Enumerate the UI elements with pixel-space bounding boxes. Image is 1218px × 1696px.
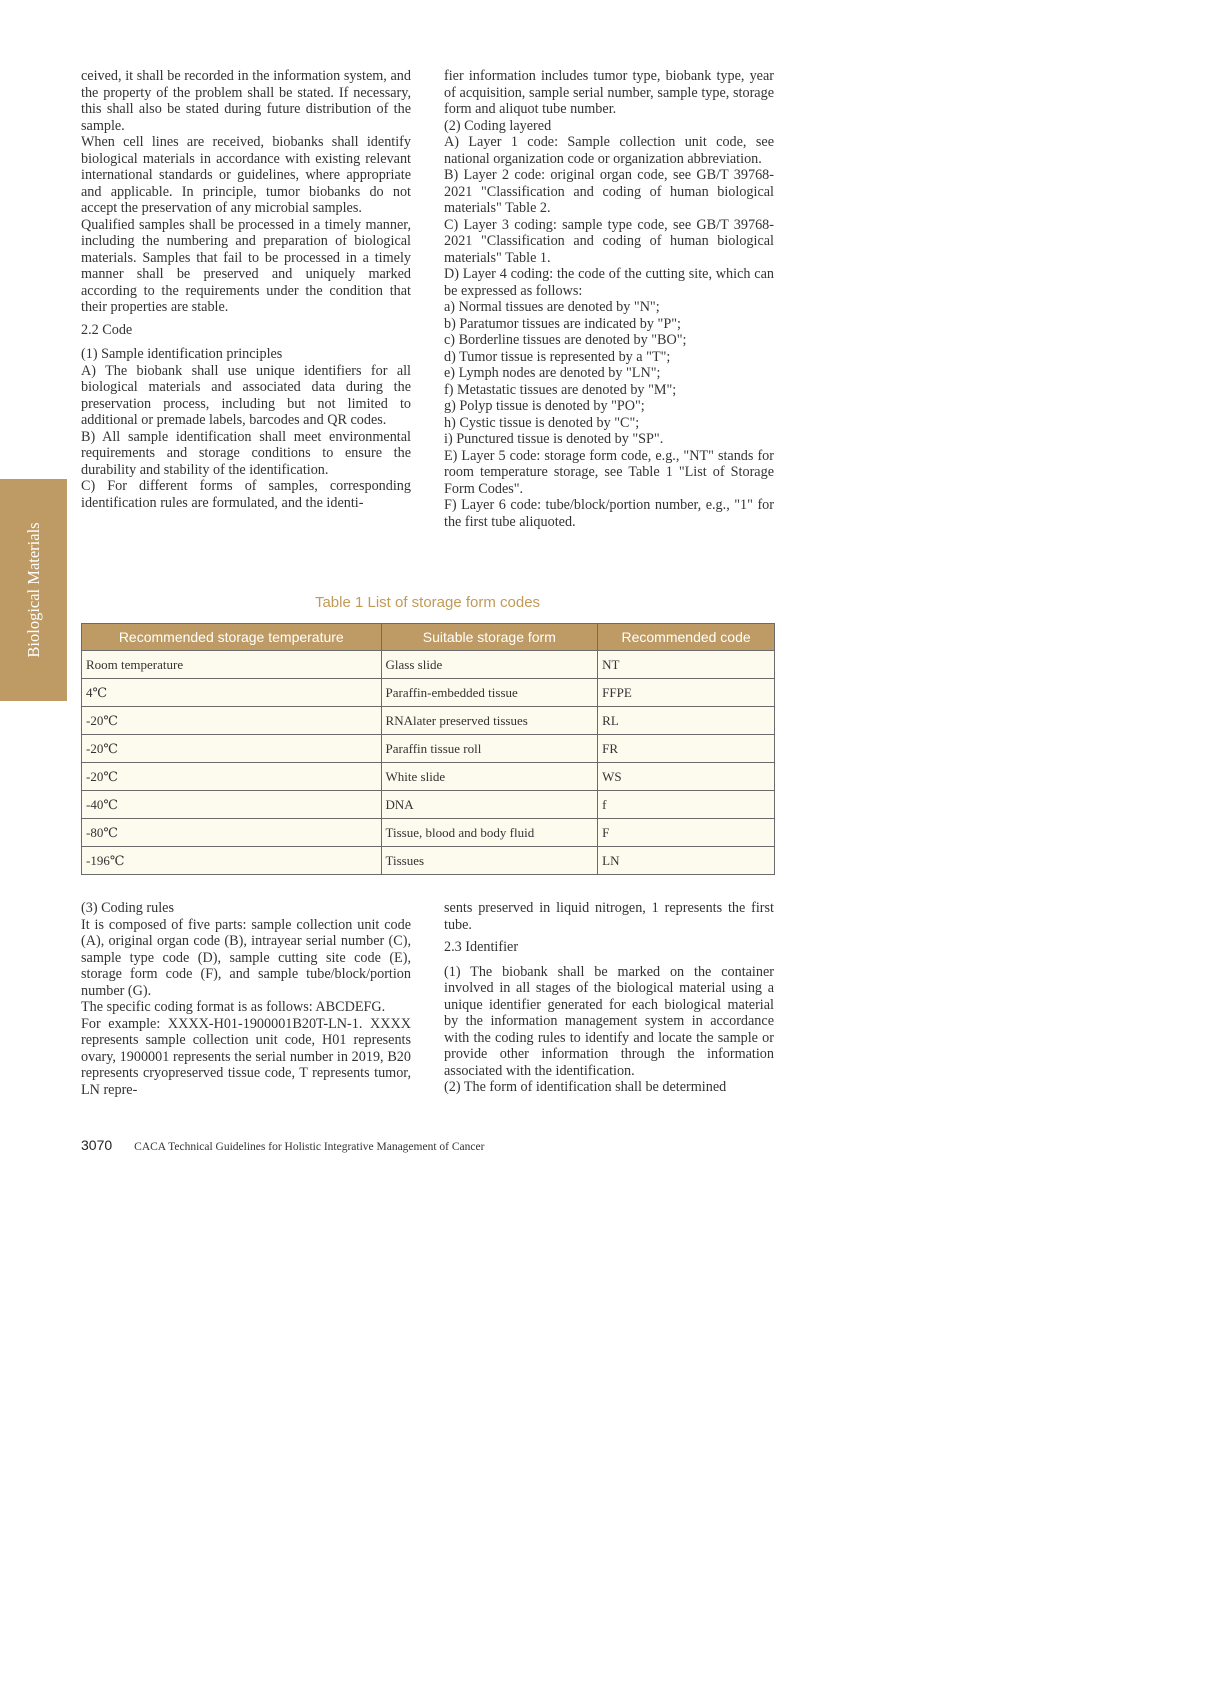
paragraph: D) Layer 4 coding: the code of the cutting site, which can be expressed as follows: <box>444 266 774 299</box>
paragraph: fier information includes tumor type, biobank type, year of acquisition, sample serial number, sample type, storage form and aliquot tube number. <box>444 68 774 117</box>
table-cell: Room temperature <box>82 651 382 679</box>
table-row <box>82 791 775 819</box>
paragraph: For example: XXXX-H01-1900001B20T-LN-1. XXXX represents sample collection unit code, H01 represents ovary, 1900001 represents the serial number in 2019, B20 represents cryopreserved tissue code, T represents tumor, LN repre- <box>81 1015 411 1098</box>
column-header: Recommended storage temperature <box>82 624 382 651</box>
table-cell: WS <box>598 763 775 791</box>
paragraph: sents preserved in liquid nitrogen, 1 represents the first tube. <box>444 900 774 933</box>
paragraph: ceived, it shall be recorded in the information system, and the property of the problem shall be stated. If necessary, this shall also be stated during future distribution of the sample. <box>81 68 411 134</box>
list-item: a) Normal tissues are denoted by "N"; <box>444 299 660 315</box>
table-cell: -20℃ <box>82 735 382 763</box>
list-item: e) Lymph nodes are denoted by "LN"; <box>444 365 661 381</box>
list-item: c) Borderline tissues are denoted by "BO"; <box>444 332 687 348</box>
side-section-tab <box>0 479 67 701</box>
list-item: h) Cystic tissue is denoted by "C"; <box>444 414 640 431</box>
table-row <box>82 735 775 763</box>
column-header: Recommended code <box>598 624 775 651</box>
table-cell: -20℃ <box>82 763 382 791</box>
section-heading-2-3: 2.3 Identifier <box>444 939 519 955</box>
table-cell: -20℃ <box>82 707 382 735</box>
paragraph: B) All sample identification shall meet environmental requirements and storage conditions to ensure the durability and stability of the identification. <box>81 428 411 478</box>
table-row <box>82 651 775 679</box>
table-cell: F <box>598 819 775 847</box>
column-bottom-left <box>81 900 411 1098</box>
journal-title: CACA Technical Guidelines for Holistic Integrative Management of Cancer <box>134 1141 485 1153</box>
paragraph: It is composed of five parts: sample collection unit code (A), original organ code (B), intrayear serial number (C), sample type code (D), sample cutting site code (E), storage form code (F), and sample tube/block/portion number (G). <box>81 916 411 999</box>
table-cell: RNAlater preserved tissues <box>381 707 598 735</box>
table-row <box>82 763 775 791</box>
table-cell: -80℃ <box>82 819 382 847</box>
table-header-row <box>82 624 775 651</box>
paragraph: (2) The form of identification shall be determined <box>444 1079 727 1095</box>
table-row <box>82 847 775 875</box>
paragraph: C) Layer 3 coding: sample type code, see GB/T 39768-2021 "Classification and coding of human biological materials" Table 1. <box>444 216 774 266</box>
paragraph: C) For different forms of samples, corresponding identification rules are formulated, and the identi- <box>81 478 411 511</box>
list-item: i) Punctured tissue is denoted by "SP". <box>444 431 664 447</box>
table-row <box>82 819 775 847</box>
table-cell: FR <box>598 735 775 763</box>
list-item: d) Tumor tissue is represented by a "T"; <box>444 348 671 365</box>
side-tab-label: Biological Materials <box>23 522 43 658</box>
storage-codes-table <box>81 623 775 875</box>
paragraph: (1) The biobank shall be marked on the container involved in all stages of the biological material using a unique identifier generated for each biological material by the information management system in accordance with the coding rules to identify and locate the sample or provide other information through the information associated with the identification. <box>444 963 774 1079</box>
column-bottom-right <box>444 900 774 1096</box>
paragraph: (1) Sample identification principles <box>81 346 283 362</box>
table-cell: RL <box>598 707 775 735</box>
paragraph: (3) Coding rules <box>81 900 174 916</box>
paragraph: B) Layer 2 code: original organ code, see GB/T 39768-2021 "Classification and coding of human biological materials" Table 2. <box>444 167 774 216</box>
paragraph: E) Layer 5 code: storage form code, e.g., "NT" stands for room temperature storage, see Table 1 "List of Storage Form Codes". <box>444 447 774 497</box>
section-heading-2-2: 2.2 Code <box>81 321 133 338</box>
paragraph: When cell lines are received, biobanks shall identify biological materials in accordance with existing relevant international standards or guidelines, where appropriate and applicable. In principle, tumor biobanks do not accept the preservation of any microbial samples. <box>81 134 411 216</box>
column-top-left <box>81 68 411 511</box>
table-row <box>82 679 775 707</box>
paragraph: A) The biobank shall use unique identifiers for all biological materials and associated data during the preservation process, including but not limited to additional or premade labels, barcodes and QR codes. <box>81 362 411 428</box>
list-item: f) Metastatic tissues are denoted by "M"; <box>444 381 677 398</box>
table-cell: Paraffin-embedded tissue <box>381 679 598 707</box>
table-cell: Paraffin tissue roll <box>381 735 598 763</box>
list-item: b) Paratumor tissues are indicated by "P"; <box>444 315 681 332</box>
table-row <box>82 707 775 735</box>
column-top-right <box>444 68 774 530</box>
paragraph: (2) Coding layered <box>444 117 552 134</box>
table-cell: FFPE <box>598 679 775 707</box>
table-cell: White slide <box>381 763 598 791</box>
table-cell: Glass slide <box>381 651 598 679</box>
table-cell: f <box>598 791 775 819</box>
table-cell: -40℃ <box>82 791 382 819</box>
paragraph: The specific coding format is as follows: ABCDEFG. <box>81 999 386 1015</box>
table-cell: NT <box>598 651 775 679</box>
paragraph: Qualified samples shall be processed in a timely manner, including the numbering and preparation of biological materials. Samples that fail to be processed in a timely manner shall be preserved and uniquely marked according to the requirements under the condition that their properties are stable. <box>81 216 411 315</box>
list-item: g) Polyp tissue is denoted by "PO"; <box>444 398 645 414</box>
column-header: Suitable storage form <box>381 624 598 651</box>
paragraph: A) Layer 1 code: Sample collection unit code, see national organization code or organization abbreviation. <box>444 134 774 167</box>
page-number: 3070 <box>81 1137 113 1153</box>
table-cell: LN <box>598 847 775 875</box>
page-footer <box>81 1137 484 1153</box>
table-caption: Table 1 List of storage form codes <box>314 594 541 611</box>
table-cell: Tissues <box>381 847 598 875</box>
table-cell: DNA <box>381 791 598 819</box>
paragraph: F) Layer 6 code: tube/block/portion number, e.g., "1" for the first tube aliquoted. <box>444 497 774 530</box>
table-cell: -196℃ <box>82 847 382 875</box>
table-cell: 4℃ <box>82 679 382 707</box>
table-cell: Tissue, blood and body fluid <box>381 819 598 847</box>
